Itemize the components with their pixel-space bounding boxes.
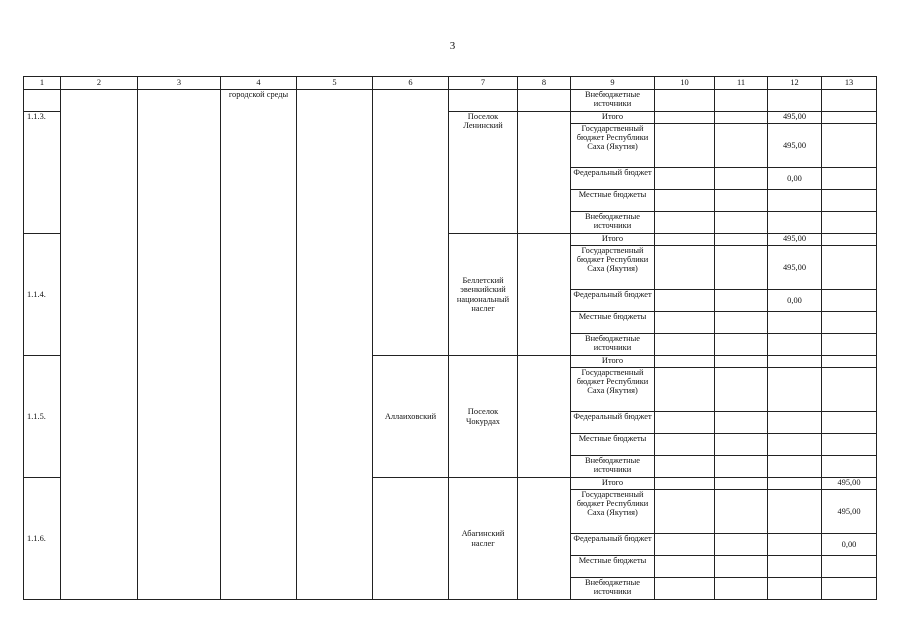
cell	[715, 334, 768, 356]
cell	[715, 356, 768, 368]
cell	[61, 90, 138, 600]
cell	[768, 356, 822, 368]
location-cell: Поселок Чокурдах	[449, 356, 518, 478]
cell	[655, 334, 715, 356]
cell	[715, 556, 768, 578]
cell	[715, 90, 768, 112]
cell	[768, 212, 822, 234]
page-number: 3	[449, 40, 456, 52]
cell	[822, 112, 877, 124]
cell	[297, 90, 373, 600]
cell	[655, 124, 715, 168]
cell	[822, 290, 877, 312]
cell	[655, 556, 715, 578]
col-header: 3	[138, 77, 221, 90]
location-cell: Абагинский наслег	[449, 478, 518, 600]
cell	[655, 578, 715, 600]
cell	[822, 212, 877, 234]
cell	[768, 412, 822, 434]
cell	[822, 234, 877, 246]
cell	[655, 412, 715, 434]
cell	[822, 556, 877, 578]
cell	[768, 368, 822, 412]
cell	[822, 368, 877, 412]
col-header: 2	[61, 77, 138, 90]
source-cell: Федеральный бюджет	[571, 290, 655, 312]
source-cell: Государственный бюджет Республики Саха (Якутия)	[571, 124, 655, 168]
value-cell: 0,00	[768, 290, 822, 312]
col-header: 13	[822, 77, 877, 90]
cell	[715, 190, 768, 212]
value-cell: 0,00	[768, 168, 822, 190]
source-cell: Итого	[571, 112, 655, 124]
cell	[138, 90, 221, 600]
program-name-cell: городской среды	[221, 90, 297, 600]
cell	[373, 90, 449, 356]
cell	[768, 478, 822, 490]
cell	[518, 478, 571, 600]
source-cell: Местные бюджеты	[571, 434, 655, 456]
cell	[655, 434, 715, 456]
cell	[822, 124, 877, 168]
cell	[822, 246, 877, 290]
source-cell: Местные бюджеты	[571, 312, 655, 334]
cell	[655, 456, 715, 478]
cell	[768, 190, 822, 212]
value-cell: 495,00	[768, 124, 822, 168]
value-cell: 495,00	[822, 478, 877, 490]
cell	[655, 246, 715, 290]
cell	[715, 578, 768, 600]
cell	[518, 356, 571, 478]
col-header: 4	[221, 77, 297, 90]
col-header: 9	[571, 77, 655, 90]
cell	[655, 478, 715, 490]
cell	[822, 412, 877, 434]
cell	[768, 578, 822, 600]
cell	[655, 534, 715, 556]
cell	[715, 234, 768, 246]
location-cell: Поселок Ленинский	[449, 112, 518, 234]
value-cell: 495,00	[768, 246, 822, 290]
cell	[715, 212, 768, 234]
cell	[715, 434, 768, 456]
cell	[822, 190, 877, 212]
cell	[822, 434, 877, 456]
source-cell: Внебюджетные источники	[571, 578, 655, 600]
row-number: 1.1.5.	[24, 356, 61, 478]
budget-table	[23, 76, 877, 600]
source-cell: Внебюджетные источники	[571, 90, 655, 112]
cell	[822, 334, 877, 356]
cell	[768, 334, 822, 356]
cell	[715, 490, 768, 534]
col-header: 10	[655, 77, 715, 90]
cell	[715, 124, 768, 168]
cell	[715, 246, 768, 290]
cell	[518, 90, 571, 112]
cell	[768, 556, 822, 578]
cell	[715, 456, 768, 478]
cell	[715, 534, 768, 556]
cell	[518, 112, 571, 234]
row-number: 1.1.4.	[24, 234, 61, 356]
cell	[655, 290, 715, 312]
row-number: 1.1.6.	[24, 478, 61, 600]
cell	[449, 90, 518, 112]
source-cell: Местные бюджеты	[571, 556, 655, 578]
value-cell: 495,00	[768, 234, 822, 246]
cell	[822, 578, 877, 600]
value-cell: 495,00	[768, 112, 822, 124]
source-cell: Итого	[571, 356, 655, 368]
cell	[715, 478, 768, 490]
value-cell: 495,00	[822, 490, 877, 534]
col-header: 1	[24, 77, 61, 90]
cell	[655, 312, 715, 334]
cell	[715, 290, 768, 312]
cell	[715, 412, 768, 434]
source-cell: Государственный бюджет Республики Саха (Якутия)	[571, 246, 655, 290]
source-cell: Федеральный бюджет	[571, 412, 655, 434]
col-header: 12	[768, 77, 822, 90]
cell	[24, 90, 61, 112]
source-cell: Государственный бюджет Республики Саха (Якутия)	[571, 490, 655, 534]
cell	[822, 456, 877, 478]
source-cell: Федеральный бюджет	[571, 168, 655, 190]
col-header: 6	[373, 77, 449, 90]
cell	[655, 490, 715, 534]
cell	[822, 356, 877, 368]
cell	[655, 368, 715, 412]
source-cell: Федеральный бюджет	[571, 534, 655, 556]
cell	[768, 456, 822, 478]
source-cell: Государственный бюджет Республики Саха (Якутия)	[571, 368, 655, 412]
source-cell: Итого	[571, 478, 655, 490]
cell	[768, 490, 822, 534]
cell	[715, 312, 768, 334]
cell	[655, 190, 715, 212]
cell	[768, 534, 822, 556]
cell	[655, 234, 715, 246]
col-header: 7	[449, 77, 518, 90]
location-cell: Беллетский эвенкийский национальный наслег	[449, 234, 518, 356]
cell	[655, 90, 715, 112]
cell	[655, 212, 715, 234]
cell	[715, 168, 768, 190]
header-row	[24, 77, 877, 90]
cell	[822, 90, 877, 112]
cell	[655, 356, 715, 368]
row-number: 1.1.3.	[24, 112, 61, 234]
cell	[822, 312, 877, 334]
district-cell: Аллаиховский	[373, 356, 449, 478]
source-cell: Внебюджетные источники	[571, 212, 655, 234]
col-header: 5	[297, 77, 373, 90]
cell	[768, 434, 822, 456]
cell	[715, 368, 768, 412]
cell	[768, 312, 822, 334]
cell	[768, 90, 822, 112]
cell	[373, 478, 449, 600]
col-header: 8	[518, 77, 571, 90]
source-cell: Итого	[571, 234, 655, 246]
cell	[822, 168, 877, 190]
cell	[655, 168, 715, 190]
cell	[518, 234, 571, 356]
col-header: 11	[715, 77, 768, 90]
cell	[715, 112, 768, 124]
value-cell: 0,00	[822, 534, 877, 556]
source-cell: Внебюджетные источники	[571, 456, 655, 478]
table-row	[24, 90, 877, 112]
source-cell: Местные бюджеты	[571, 190, 655, 212]
source-cell: Внебюджетные источники	[571, 334, 655, 356]
cell	[655, 112, 715, 124]
